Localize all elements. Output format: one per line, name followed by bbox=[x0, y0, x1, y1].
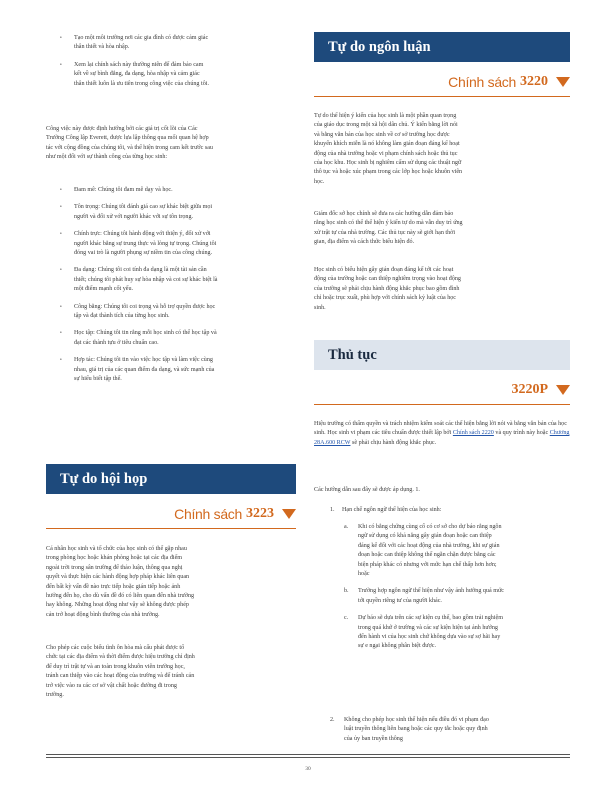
list-item: • Công bằng: Chúng tôi coi trọng và hỗ trợ quyền được học tập và đạt thành tích của từng học sinh. bbox=[60, 303, 216, 320]
policy-heading-3220p bbox=[314, 382, 570, 398]
list-item: • Tôn trọng: Chúng tôi đánh giá cao sự khác biệt giữa mọi người và đối xử với người khác với sự tôn trọng. bbox=[60, 204, 213, 220]
policy-2220-link[interactable]: Chính sách 2220 bbox=[452, 430, 494, 437]
intro-text: và quy trình này hoặc bbox=[495, 430, 549, 437]
page-number: 30 bbox=[305, 766, 311, 772]
intro-text: Hiệu trưởng có thẩm quyền và trách nhiệm kiểm soát các thể hiện bằng lời nói và bằng văn bản của học sinh. Học sinh vi phạm các tiêu chuẩn được thiết lập bởi bbox=[314, 421, 567, 437]
section-title: Thủ tục bbox=[328, 346, 377, 363]
speech-paragraph-1: Tự do thể hiện ý kiến của học sinh là một phần quan trọng của giáo dục trong một xã hội dân chủ. Ý kiến bằng lời nói và bằng văn bản của học sinh về cơ sở trường học được khuyến khích miễn là nó không làm gián đoạn đáng kể hoạt động của nhà trường hoặc vi phạm chính sách hoặc thủ tục của học khu. Học sinh bị nghiêm cấm sử dụng các thuật ngữ thô tục và hoặc xúc phạm trong các lớp học hoặc khuôn viên học. bbox=[314, 113, 463, 185]
item-letter: a. bbox=[344, 524, 349, 530]
rcw-chapter-link[interactable]: Chương 28A.600 RCW bbox=[314, 430, 570, 446]
divider bbox=[314, 404, 570, 405]
triangle-down-icon bbox=[556, 77, 570, 87]
procedure-subitems bbox=[344, 523, 504, 652]
policy-number: 3220 bbox=[520, 74, 548, 89]
item-text: Dự báo sẽ dựa trên các sự kiện cụ thể, bao gồm trải nghiệm trong quá khứ ở trường và các sự kiện hiện tại ảnh hưởng đến hành vi của học sinh chứ không dựa vào sự sợ hãi hay sự e ngại không phân biệt được. bbox=[358, 615, 503, 650]
item-text: Trường hợp ngôn ngữ thể hiện như vậy ảnh hưởng quá mức tới quyền riêng tư của người khác. bbox=[358, 588, 504, 604]
list-item: • Chính trực: Chúng tôi hành động với thiện ý, đối xử với người khác bằng sự trung thực và lòng tự trọng. Chúng tôi đóng vai trò là người phụng sự niềm tin của công chúng. bbox=[60, 231, 217, 257]
bullet-text: Hợp tác: Chúng tôi tin vào việc học tập và làm việc cùng nhau, giá trị của các quan điểm đa dạng, và sức mạnh của sự hiểu biết tập thể. bbox=[74, 357, 215, 383]
bullet-text: Xem lại chính sách này thường niên để đảm bảo cam kết về sự bình đẳng, đa dạng, hòa nhập và cảm giác thân thiết luôn là ưu tiên trong công việc của chúng tôi. bbox=[74, 61, 209, 87]
item-text: Hạn chế ngôn ngữ thể hiện của học sinh: bbox=[342, 507, 442, 513]
procedure-guidelines: Các hướng dẫn sau đây sẽ được áp dụng. 1. bbox=[314, 487, 420, 493]
assembly-paragraph-2: Cho phép các cuộc biểu tình ôn hòa mà cấu phát được tổ chức tại các địa điểm và thời điểm được hiệu trưởng chỉ định để duy trì trật tự và an toàn trong khuôn viên trường học, tránh can thiệp vào các hoạt động của trường và để tránh cản trở việc vào ra các cơ sở vật chất hoặc đường đi trong trường. bbox=[46, 645, 195, 699]
procedure-intro bbox=[314, 420, 570, 448]
assembly-paragraph-1: Cá nhân học sinh và tổ chức của học sinh có thể gặp nhau trong phòng học hoặc khán phòng hoặc tại các địa điểm ngoài trời trong sân trường để thảo luận, thông qua nghị quyết và thực hiện các hành động hợp pháp khác liên quan đến bất kỳ vấn đề nào trực tiếp hoặc gián tiếp hoặc ảnh hưởng đến họ, cho dù vấn đề đó có liên quan đến nhà trường hay không. Những hoạt động như vậy sẽ không được phép cản trở hoạt động bình thường của nhà trường. bbox=[46, 546, 195, 618]
bullet-text: Tạo một môi trường nơi các gia đình có được cảm giác thân thiết và hòa nhập. bbox=[74, 35, 209, 51]
speech-paragraph-3: Học sinh có biểu hiện gây gián đoạn đáng kể tới các hoạt động của trường hoặc can thiệp nghiêm trọng vào hoạt động của trường sẽ phải chịu hành động khắc phục bao gồm đình chỉ hoặc trục xuất, phù hợp với chính sách kỷ luật của học sinh. bbox=[314, 267, 461, 311]
procedure-item-2 bbox=[330, 716, 496, 744]
values-intro: Công việc này được định hướng bởi các giá trị cốt lõi của Các Trường Công lập Everett, được lựa lập thông qua mối quan hệ hợp tác với cộng đồng của chúng tôi, và thể hiện trong cam kết trước sau như một đối với sự thành công của từng học sinh: bbox=[46, 126, 213, 161]
list-item: • Đa dạng: Chúng tôi coi tính đa dạng là một tài sản cần thiết; chúng tôi phát huy sự hòa nhập và coi sự khác biệt là một điểm mạnh cốt yếu. bbox=[60, 267, 218, 293]
list-item: • Hợp tác: Chúng tôi tin vào việc học tập và làm việc cùng nhau, giá trị của các quan điểm đa dạng, và sức mạnh của sự hiểu biết tập thể. bbox=[60, 357, 215, 383]
section-banner-procedure bbox=[314, 340, 570, 370]
section-title: Tự do hội họp bbox=[60, 470, 148, 487]
policy-label: Chính sách bbox=[448, 74, 516, 90]
policy-heading-3223 bbox=[46, 506, 296, 522]
list-item bbox=[344, 614, 504, 652]
footer-rule bbox=[46, 757, 570, 758]
bullet-text: Tôn trọng: Chúng tôi đánh giá cao sự khác biệt giữa mọi người và đối xử với người khác với sự tôn trọng. bbox=[74, 204, 213, 220]
bullet-text: Đa dạng: Chúng tôi coi tính đa dạng là một tài sản cần thiết; chúng tôi phát huy sự hòa nhập và coi sự khác biệt là một điểm mạnh cốt yếu. bbox=[74, 267, 218, 293]
bullet-text: Học tập: Chúng tôi tin rằng mỗi học sinh có thể học tập và đạt các thành tựu ở tiêu chuẩn cao. bbox=[74, 330, 217, 346]
section-banner-speech bbox=[314, 32, 570, 62]
list-item: • Xem lại chính sách này thường niên để đảm bảo cam kết về sự bình đẳng, đa dạng, hòa nhập và cảm giác thân thiết luôn là ưu tiên trong công việc của chúng tôi. bbox=[60, 61, 209, 87]
section-banner-assembly bbox=[46, 464, 296, 494]
policy-number: 3223 bbox=[246, 506, 274, 521]
item-number: 2. bbox=[330, 717, 335, 723]
bullet-text: Công bằng: Chúng tôi coi trọng và hỗ trợ quyền được học tập và đạt thành tích của từng học sinh. bbox=[74, 303, 216, 320]
policy-number: 3220P bbox=[511, 382, 548, 397]
list-item bbox=[344, 587, 504, 606]
list-item bbox=[344, 523, 504, 579]
bullet-text: Đam mê: Chúng tôi đam mê dạy và học. bbox=[74, 187, 173, 193]
divider bbox=[314, 96, 570, 97]
item-letter: b. bbox=[344, 588, 349, 595]
intro-text: sẽ phải chịu hành động khắc phục. bbox=[351, 439, 437, 446]
item-number: 1. bbox=[330, 507, 335, 513]
list-item: • Đam mê: Chúng tôi đam mê dạy và học. bbox=[60, 187, 173, 193]
section-title: Tự do ngôn luận bbox=[328, 38, 431, 55]
list-item: • Tạo một môi trường nơi các gia đình có được cảm giác thân thiết và hòa nhập. bbox=[60, 35, 209, 51]
speech-paragraph-2: Giám đốc sở học chính sẽ đưa ra các hướng dẫn đảm bảo rằng học sinh có thể thể hiện ý kiến tự do mà vẫn duy trì ứng xử trật tự của nhà trường. Các thủ tục này sẽ giới hạn thời gian, địa điểm và cách thức biểu hiện đó. bbox=[314, 211, 463, 246]
triangle-down-icon bbox=[282, 509, 296, 519]
procedure-item-1 bbox=[330, 506, 550, 515]
policy-heading-3220 bbox=[314, 74, 570, 90]
bullet-text: Chính trực: Chúng tôi hành động với thiện ý, đối xử với người khác bằng sự trung thực và lòng tự trọng. Chúng tôi đóng vai trò là người phụng sự niềm tin của công chúng. bbox=[74, 231, 217, 257]
values-list bbox=[60, 186, 220, 385]
list-item: • Học tập: Chúng tôi tin rằng mỗi học sinh có thể học tập và đạt các thành tựu ở tiêu chuẩn cao. bbox=[60, 330, 217, 346]
triangle-down-icon bbox=[556, 385, 570, 395]
item-text: Không cho phép học sinh thể hiện nếu điều đó vi phạm đạo luật truyền thông liên bang hoặc các quy tắc hoặc quy định của ủy ban truyền thông bbox=[344, 717, 489, 742]
divider bbox=[46, 528, 296, 529]
item-text: Khi có bằng chứng cùng cố có cơ sở cho dự báo rằng ngôn ngữ sử dụng có khả năng gây gián đoạn hoặc can thiệp đáng kể đối với các hoạt động của nhà trường, khi sự gián đoạn hoặc can thiệp không thể ngăn chặn được bằng các biện pháp khác có nhưng với mức hạn chế thấp hơn hơn; hoặc bbox=[358, 524, 502, 578]
item-letter: c. bbox=[344, 615, 349, 622]
policy-label: Chính sách bbox=[174, 506, 242, 522]
footer-rule bbox=[46, 754, 570, 755]
